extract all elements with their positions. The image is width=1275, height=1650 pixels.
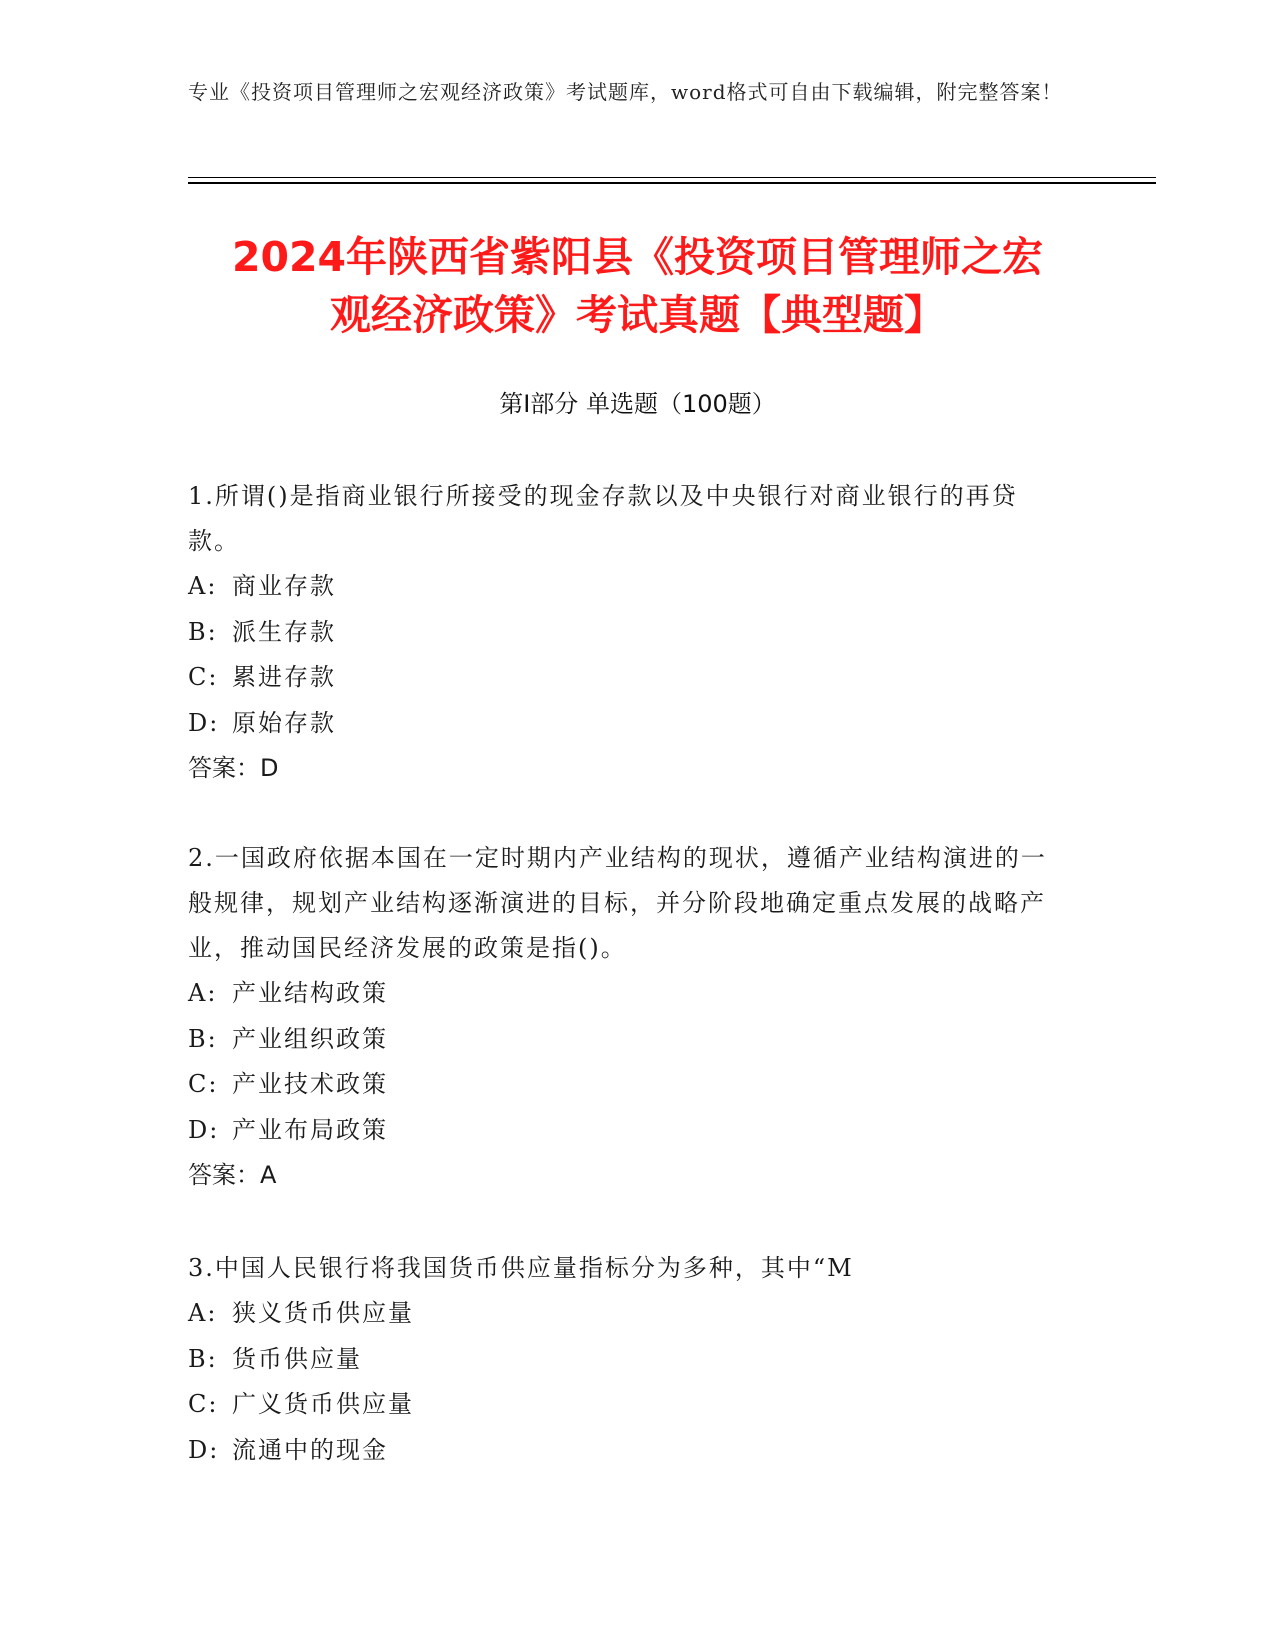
option-letter: B: bbox=[188, 1024, 218, 1053]
answer-line: 答案：D bbox=[188, 754, 279, 782]
answer-line: 答案：A bbox=[188, 1161, 277, 1189]
option-text: 累进存款 bbox=[232, 663, 336, 691]
option-text: 货币供应量 bbox=[232, 1344, 362, 1373]
section-title: 第Ⅰ部分 单选题（100题） bbox=[499, 390, 776, 418]
header-divider-thin bbox=[188, 177, 1156, 178]
option-b bbox=[188, 610, 1068, 656]
header-divider-thick bbox=[188, 182, 1156, 184]
option-c bbox=[188, 1382, 1068, 1428]
option-letter: C: bbox=[188, 663, 219, 691]
option-text: 商业存款 bbox=[232, 572, 336, 600]
option-letter: C: bbox=[188, 1070, 219, 1098]
option-text: 产业布局政策 bbox=[232, 1115, 388, 1144]
question-stem: 2.一国政府依据本国在一定时期内产业结构的现状，遵循产业结构演进的一般规律，规划产业结构逐渐演进的目标，并分阶段地确定重点发展的战略产业，推动国民经济发展的政策是指()。 bbox=[188, 844, 1047, 962]
option-letter: D: bbox=[188, 1435, 220, 1464]
option-letter: D: bbox=[188, 708, 220, 737]
option-b bbox=[188, 1017, 1068, 1063]
option-a bbox=[188, 1291, 1068, 1337]
option-text: 广义货币供应量 bbox=[232, 1390, 414, 1418]
option-letter: D: bbox=[188, 1115, 220, 1144]
option-d bbox=[188, 1428, 1068, 1474]
option-letter: B: bbox=[188, 617, 218, 646]
header-note: 专业《投资项目管理师之宏观经济政策》考试题库，word格式可自由下载编辑，附完整答案！ bbox=[188, 80, 1063, 104]
document-title-line-1: 2024年陕西省紫阳县《投资项目管理师之宏 bbox=[231, 233, 1044, 281]
question-1 bbox=[188, 474, 1068, 792]
document-title-line-2: 观经济政策》考试真题【典型题】 bbox=[330, 291, 945, 339]
option-text: 产业组织政策 bbox=[232, 1024, 388, 1053]
option-d bbox=[188, 1108, 1068, 1154]
option-text: 狭义货币供应量 bbox=[232, 1299, 414, 1327]
option-c bbox=[188, 1062, 1068, 1108]
question-stem: 3.中国人民银行将我国货币供应量指标分为多种，其中“M bbox=[188, 1254, 854, 1282]
option-text: 流通中的现金 bbox=[232, 1435, 388, 1464]
option-letter: B: bbox=[188, 1344, 218, 1373]
option-letter: C: bbox=[188, 1390, 219, 1418]
option-text: 产业结构政策 bbox=[232, 979, 388, 1007]
option-a bbox=[188, 564, 1068, 610]
option-a bbox=[188, 971, 1068, 1017]
question-3 bbox=[188, 1246, 1068, 1473]
option-letter: A: bbox=[188, 1299, 218, 1327]
option-b bbox=[188, 1337, 1068, 1383]
option-text: 产业技术政策 bbox=[232, 1070, 388, 1098]
option-text: 派生存款 bbox=[232, 617, 336, 646]
document-title bbox=[150, 228, 1125, 344]
question-stem: 1.所谓()是指商业银行所接受的现金存款以及中央银行对商业银行的再贷款。 bbox=[188, 482, 1018, 555]
option-d bbox=[188, 701, 1068, 747]
option-letter: A: bbox=[188, 572, 218, 600]
question-2 bbox=[188, 836, 1068, 1199]
option-letter: A: bbox=[188, 979, 218, 1007]
option-c bbox=[188, 655, 1068, 701]
option-text: 原始存款 bbox=[232, 708, 336, 737]
